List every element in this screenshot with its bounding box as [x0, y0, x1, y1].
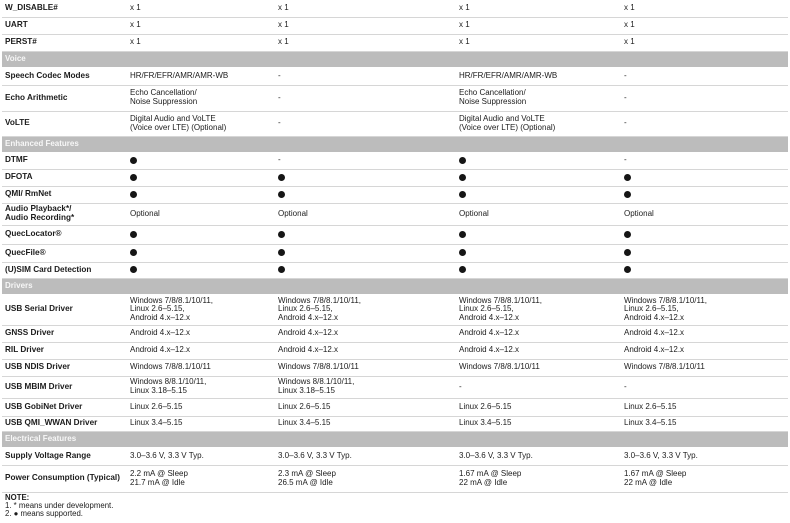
value-cell: Android 4.x–12.x [127, 325, 275, 342]
spec-row-supply-voltage-range [2, 447, 788, 465]
supported-dot-icon [278, 191, 285, 198]
value-cell: - [621, 376, 788, 398]
supported-cell [275, 262, 456, 278]
value-cell: Windows 8/8.1/10/11, Linux 3.18–5.15 [127, 376, 275, 398]
supported-dot-icon [624, 249, 631, 256]
supported-cell [275, 225, 456, 244]
supported-cell [621, 262, 788, 278]
supported-dot-icon [130, 249, 137, 256]
supported-cell [456, 186, 621, 203]
spec-row-uart [2, 17, 788, 34]
value-cell: x 1 [456, 34, 621, 51]
feature-label: PERST# [2, 34, 127, 51]
value-cell: 2.3 mA @ Sleep 26.5 mA @ Idle [275, 465, 456, 492]
supported-dot-icon [130, 266, 137, 273]
value-cell: 3.0–3.6 V, 3.3 V Typ. [127, 447, 275, 465]
feature-label: Power Consumption (Typical) [2, 465, 127, 492]
value-cell: x 1 [127, 34, 275, 51]
spec-row-audio-playback-audio-recording [2, 203, 788, 225]
value-cell: Linux 3.4–5.15 [127, 416, 275, 431]
value-cell: Android 4.x–12.x [621, 342, 788, 359]
value-cell: Android 4.x–12.x [275, 342, 456, 359]
spec-row-u-sim-card-detection [2, 262, 788, 278]
supported-dot-icon [624, 174, 631, 181]
value-cell: 3.0–3.6 V, 3.3 V Typ. [456, 447, 621, 465]
spec-row-perst [2, 34, 788, 51]
value-cell: x 1 [275, 0, 456, 17]
spec-row-speech-codec-modes [2, 67, 788, 85]
specification-table [2, 0, 788, 493]
supported-cell [621, 186, 788, 203]
supported-cell [456, 262, 621, 278]
value-cell: Optional [275, 203, 456, 225]
section-title: Electrical Features [2, 431, 788, 447]
value-cell: 3.0–3.6 V, 3.3 V Typ. [275, 447, 456, 465]
value-cell: 1.67 mA @ Sleep 22 mA @ Idle [456, 465, 621, 492]
supported-dot-icon [624, 266, 631, 273]
supported-dot-icon [130, 174, 137, 181]
supported-cell [621, 225, 788, 244]
value-cell: Windows 8/8.1/10/11, Linux 3.18–5.15 [275, 376, 456, 398]
supported-dot-icon [278, 231, 285, 238]
feature-label: (U)SIM Card Detection [2, 262, 127, 278]
spec-row-gnss-driver [2, 325, 788, 342]
feature-label: QuecLocator® [2, 225, 127, 244]
supported-cell [127, 262, 275, 278]
supported-dot-icon [130, 157, 137, 164]
value-cell: Windows 7/8/8.1/10/11 [456, 359, 621, 376]
value-cell: Android 4.x–12.x [127, 342, 275, 359]
supported-dot-icon [459, 157, 466, 164]
supported-cell [127, 225, 275, 244]
feature-label: QuecFile® [2, 244, 127, 262]
spec-table-body [2, 0, 788, 492]
spec-row-qmi-rmnet [2, 186, 788, 203]
supported-cell [127, 244, 275, 262]
section-header-drivers [2, 278, 788, 294]
value-cell: Linux 2.6–5.15 [456, 398, 621, 416]
value-cell: Android 4.x–12.x [456, 342, 621, 359]
supported-cell [621, 244, 788, 262]
value-cell: HR/FR/EFR/AMR/AMR-WB [127, 67, 275, 85]
value-cell: 2.2 mA @ Sleep 21.7 mA @ Idle [127, 465, 275, 492]
feature-label: USB NDIS Driver [2, 359, 127, 376]
supported-dot-icon [459, 266, 466, 273]
value-cell: Android 4.x–12.x [621, 325, 788, 342]
section-header-enhanced-features [2, 136, 788, 152]
value-cell: - [275, 85, 456, 111]
value-cell: Linux 2.6–5.15 [621, 398, 788, 416]
value-cell: Echo Cancellation/ Noise Suppression [127, 85, 275, 111]
spec-row-usb-serial-driver [2, 294, 788, 325]
feature-label: VoLTE [2, 111, 127, 136]
supported-cell [456, 225, 621, 244]
section-header-electrical-features [2, 431, 788, 447]
value-cell: Android 4.x–12.x [275, 325, 456, 342]
value-cell: Digital Audio and VoLTE (Voice over LTE) (Optional) [127, 111, 275, 136]
value-cell: - [621, 67, 788, 85]
spec-row-dtmf [2, 152, 788, 169]
value-cell: x 1 [127, 0, 275, 17]
value-cell: Linux 3.4–5.15 [621, 416, 788, 431]
feature-label: USB Serial Driver [2, 294, 127, 325]
value-cell: Android 4.x–12.x [456, 325, 621, 342]
supported-cell [127, 169, 275, 186]
value-cell: - [621, 85, 788, 111]
section-header-voice [2, 51, 788, 67]
feature-label: Supply Voltage Range [2, 447, 127, 465]
spec-row-usb-mbim-driver [2, 376, 788, 398]
value-cell: Windows 7/8/8.1/10/11, Linux 2.6–5.15, Android 4.x–12.x [275, 294, 456, 325]
supported-dot-icon [624, 191, 631, 198]
value-cell: Windows 7/8/8.1/10/11, Linux 2.6–5.15, Android 4.x–12.x [127, 294, 275, 325]
value-cell: 3.0–3.6 V, 3.3 V Typ. [621, 447, 788, 465]
supported-dot-icon [278, 266, 285, 273]
value-cell: Windows 7/8/8.1/10/11, Linux 2.6–5.15, Android 4.x–12.x [456, 294, 621, 325]
value-cell: Optional [127, 203, 275, 225]
value-cell: HR/FR/EFR/AMR/AMR-WB [456, 67, 621, 85]
notes-block [5, 494, 113, 519]
feature-label: DTMF [2, 152, 127, 169]
supported-cell [456, 169, 621, 186]
spec-row-w-disable [2, 0, 788, 17]
supported-dot-icon [624, 231, 631, 238]
value-cell: Linux 3.4–5.15 [456, 416, 621, 431]
supported-dot-icon [130, 231, 137, 238]
note-line: 2. ● means supported. [5, 509, 83, 519]
supported-dot-icon [459, 191, 466, 198]
value-cell: Optional [621, 203, 788, 225]
value-cell: Windows 7/8/8.1/10/11, Linux 2.6–5.15, Android 4.x–12.x [621, 294, 788, 325]
value-cell: Linux 3.4–5.15 [275, 416, 456, 431]
feature-label: Echo Arithmetic [2, 85, 127, 111]
value-cell: x 1 [621, 34, 788, 51]
supported-dot-icon [278, 174, 285, 181]
spec-row-echo-arithmetic [2, 85, 788, 111]
supported-cell [275, 169, 456, 186]
supported-cell [456, 244, 621, 262]
value-cell: - [275, 152, 456, 169]
value-cell: x 1 [127, 17, 275, 34]
value-cell: Windows 7/8/8.1/10/11 [275, 359, 456, 376]
supported-cell [275, 244, 456, 262]
feature-label: USB QMI_WWAN Driver [2, 416, 127, 431]
value-cell: 1.67 mA @ Sleep 22 mA @ Idle [621, 465, 788, 492]
supported-dot-icon [459, 231, 466, 238]
supported-cell [275, 186, 456, 203]
spec-row-queclocator [2, 225, 788, 244]
feature-label: Audio Playback*/ Audio Recording* [2, 203, 127, 225]
note-title: NOTE: [5, 493, 30, 502]
value-cell: - [621, 152, 788, 169]
value-cell: Windows 7/8/8.1/10/11 [127, 359, 275, 376]
value-cell: x 1 [456, 0, 621, 17]
value-cell: Windows 7/8/8.1/10/11 [621, 359, 788, 376]
feature-label: QMI/ RmNet [2, 186, 127, 203]
spec-row-quecfile [2, 244, 788, 262]
feature-label: Speech Codec Modes [2, 67, 127, 85]
spec-row-usb-ndis-driver [2, 359, 788, 376]
supported-dot-icon [130, 191, 137, 198]
value-cell: Optional [456, 203, 621, 225]
section-title: Enhanced Features [2, 136, 788, 152]
note-line: 1. * means under development. [5, 501, 114, 511]
value-cell: x 1 [456, 17, 621, 34]
spec-row-volte [2, 111, 788, 136]
supported-cell [456, 152, 621, 169]
feature-label: USB MBIM Driver [2, 376, 127, 398]
spec-row-ril-driver [2, 342, 788, 359]
value-cell: Echo Cancellation/ Noise Suppression [456, 85, 621, 111]
value-cell: Linux 2.6–5.15 [275, 398, 456, 416]
supported-dot-icon [278, 249, 285, 256]
spec-row-dfota [2, 169, 788, 186]
supported-dot-icon [459, 174, 466, 181]
spec-row-usb-qmi-wwan-driver [2, 416, 788, 431]
section-title: Voice [2, 51, 788, 67]
supported-cell [127, 186, 275, 203]
value-cell: - [275, 111, 456, 136]
feature-label: UART [2, 17, 127, 34]
feature-label: GNSS Driver [2, 325, 127, 342]
spec-row-power-consumption-typical [2, 465, 788, 492]
value-cell: x 1 [275, 17, 456, 34]
value-cell: x 1 [275, 34, 456, 51]
value-cell: - [456, 376, 621, 398]
spec-row-usb-gobinet-driver [2, 398, 788, 416]
feature-label: USB GobiNet Driver [2, 398, 127, 416]
value-cell: x 1 [621, 0, 788, 17]
value-cell: Digital Audio and VoLTE (Voice over LTE) (Optional) [456, 111, 621, 136]
value-cell: x 1 [621, 17, 788, 34]
value-cell: - [621, 111, 788, 136]
value-cell: - [275, 67, 456, 85]
feature-label: DFOTA [2, 169, 127, 186]
value-cell: Linux 2.6–5.15 [127, 398, 275, 416]
section-title: Drivers [2, 278, 788, 294]
feature-label: W_DISABLE# [2, 0, 127, 17]
supported-cell [621, 169, 788, 186]
supported-dot-icon [459, 249, 466, 256]
feature-label: RIL Driver [2, 342, 127, 359]
supported-cell [127, 152, 275, 169]
